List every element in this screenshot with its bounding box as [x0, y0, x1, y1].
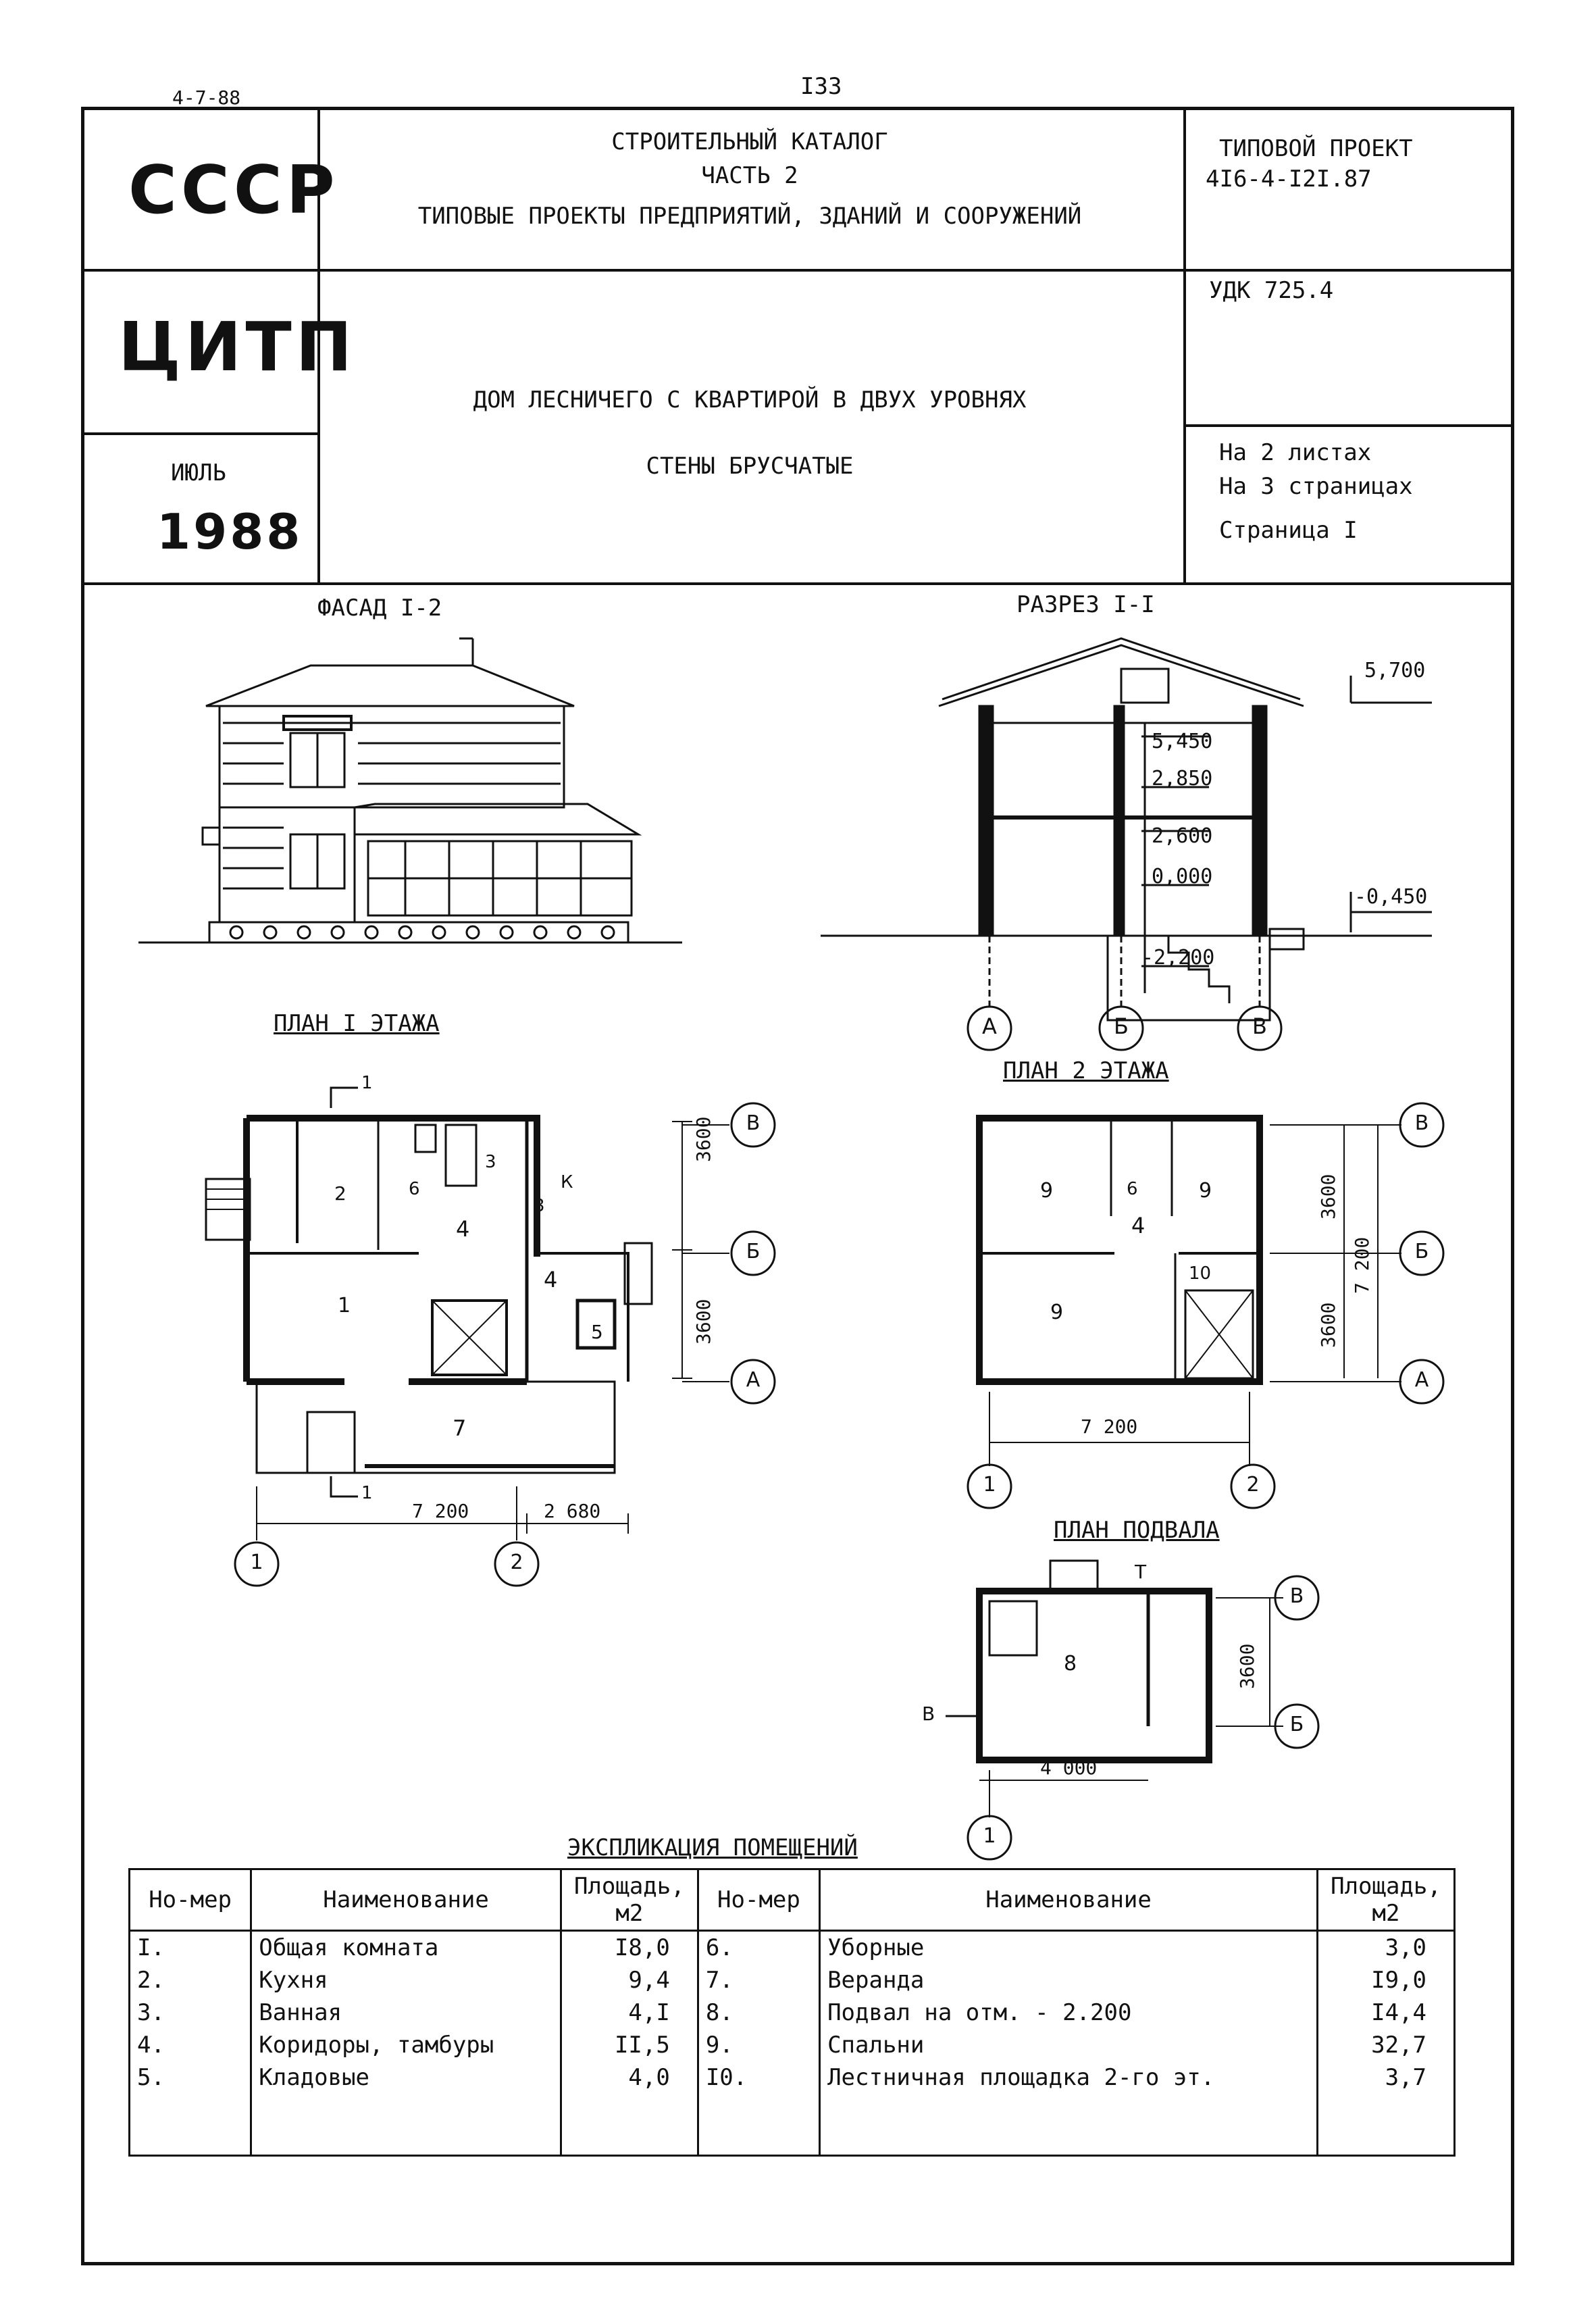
project-code: 4I6-4-I2I.87: [1206, 166, 1372, 193]
room-number: 5: [591, 1321, 603, 1343]
dimension: 7 200: [1351, 1236, 1373, 1294]
axis-label: 1: [250, 1551, 263, 1574]
axis-label: 1: [983, 1824, 996, 1848]
room-area: I8,0: [561, 1931, 698, 1965]
entry-label: К: [561, 1172, 573, 1192]
axis-label: 2: [510, 1551, 523, 1574]
table-row: [130, 2061, 1455, 2156]
room-number: 10: [1189, 1263, 1212, 1284]
plan1-title: ПЛАН I ЭТАЖА: [274, 1010, 440, 1037]
explication-title: ЭКСПЛИКАЦИЯ ПОМЕЩЕНИЙ: [567, 1834, 858, 1861]
section-title: РАЗРЕЗ I-I: [1016, 591, 1155, 618]
room-number: 3: [485, 1152, 496, 1172]
cut-mark: 1: [361, 1483, 373, 1503]
building-subtitle: СТЕНЫ БРУСЧАТЫЕ: [646, 453, 854, 480]
facade-title: ФАСАД I-2: [317, 595, 442, 622]
level-mark: -0,450: [1354, 885, 1428, 909]
dimension: 3600: [692, 1299, 715, 1344]
room-area: 4,I: [561, 1996, 698, 2029]
room-name: Уборные: [820, 1931, 1318, 1965]
room-number: 3: [534, 1196, 545, 1216]
dimension: 3600: [692, 1116, 715, 1162]
room-number: 4: [1131, 1213, 1145, 1238]
room-area: I9,0: [1318, 1964, 1455, 1996]
room-number: 4: [456, 1216, 470, 1242]
room-name: Подвал на отм. - 2.200: [820, 1996, 1318, 2029]
col-header-area: Площадь, м2: [1318, 1869, 1455, 1931]
room-num: 5.: [130, 2061, 251, 2156]
room-name: Лестничная площадка 2-го эт.: [820, 2061, 1318, 2156]
col-header-number: Но-мер: [698, 1869, 819, 1931]
axis-label: Б: [1114, 1013, 1129, 1039]
current-page: Страница I: [1219, 517, 1358, 544]
dimension: 3600: [1317, 1174, 1339, 1219]
axis-label: 1: [983, 1473, 996, 1496]
room-area: 32,7: [1318, 2029, 1455, 2061]
room-name: Общая комната: [251, 1931, 561, 1965]
country-label: СССР: [128, 152, 339, 229]
level-mark: 5,450: [1152, 730, 1213, 753]
room-number: 9: [1040, 1179, 1054, 1203]
cut-mark: 1: [361, 1073, 373, 1093]
level-mark: 2,600: [1152, 824, 1213, 848]
plan2-title: ПЛАН 2 ЭТАЖА: [1003, 1057, 1169, 1084]
room-area: 9,4: [561, 1964, 698, 1996]
room-name: Веранда: [820, 1964, 1318, 1996]
room-area: 4,0: [561, 2061, 698, 2156]
axis-label: 2: [1246, 1473, 1260, 1496]
room-num: I0.: [698, 2061, 819, 2156]
room-number: 9: [1050, 1301, 1064, 1324]
level-mark: 5,700: [1364, 659, 1426, 682]
level-mark: -2,200: [1141, 946, 1215, 970]
explication-table: [128, 1868, 1456, 2157]
room-num: 9.: [698, 2029, 819, 2061]
col-header-number: Но-мер: [130, 1869, 251, 1931]
org-label: ЦИТП: [118, 307, 357, 386]
page-number: I33: [800, 73, 842, 100]
room-number: 6: [1127, 1179, 1138, 1199]
table-header-row: [130, 1869, 1455, 1931]
axis-label: А: [982, 1013, 997, 1039]
room-number: 2: [334, 1182, 346, 1205]
year-label: 1988: [157, 503, 303, 560]
room-number: 7: [453, 1415, 467, 1441]
col-header-name: Наименование: [251, 1869, 561, 1931]
dimension: 2 680: [544, 1500, 601, 1522]
axis-label: В: [1289, 1584, 1304, 1608]
col-header-name: Наименование: [820, 1869, 1318, 1931]
room-num: 8.: [698, 1996, 819, 2029]
table-row: [130, 1964, 1455, 1996]
room-number: 9: [1199, 1179, 1212, 1203]
room-area: 3,0: [1318, 1931, 1455, 1965]
room-area: II,5: [561, 2029, 698, 2061]
axis-label: В: [1252, 1013, 1267, 1039]
room-name: Спальни: [820, 2029, 1318, 2061]
pages-count: На 3 страницах: [1219, 473, 1413, 500]
catalog-line-1: СТРОИТЕЛЬНЫЙ КАТАЛОГ: [611, 128, 888, 155]
room-area: 3,7: [1318, 2061, 1455, 2156]
table-row: [130, 1996, 1455, 2029]
col-header-area: Площадь, м2: [561, 1869, 698, 1931]
room-name: Ванная: [251, 1996, 561, 2029]
project-label: ТИПОВОЙ ПРОЕКТ: [1219, 135, 1413, 162]
room-name: Коридоры, тамбуры: [251, 2029, 561, 2061]
room-number: 1: [338, 1294, 351, 1317]
month-label: ИЮЛЬ: [171, 459, 226, 486]
axis-label: В: [1414, 1111, 1429, 1135]
dimension: 3600: [1317, 1302, 1339, 1348]
room-num: 4.: [130, 2029, 251, 2061]
level-mark: 0,000: [1152, 865, 1213, 888]
room-name: Кухня: [251, 1964, 561, 1996]
room-name: Кладовые: [251, 2061, 561, 2156]
table-row: [130, 1931, 1455, 1965]
axis-label: Б: [1289, 1713, 1304, 1736]
dimension: 3600: [1236, 1643, 1258, 1689]
building-title: ДОМ ЛЕСНИЧЕГО С КВАРТИРОЙ В ДВУХ УРОВНЯХ: [473, 386, 1027, 413]
sheet-code: 4-7-88: [172, 86, 241, 109]
axis-label: Б: [746, 1240, 761, 1263]
room-number: 8: [1064, 1652, 1077, 1676]
dimension: 4 000: [1040, 1757, 1098, 1779]
room-num: 6.: [698, 1931, 819, 1965]
marker-label: Т: [1135, 1561, 1147, 1583]
sheets-count: На 2 листах: [1219, 439, 1372, 466]
room-num: 7.: [698, 1964, 819, 1996]
room-area: I4,4: [1318, 1996, 1455, 2029]
udk-code: УДК 725.4: [1209, 277, 1334, 304]
marker-label: В: [922, 1703, 935, 1725]
axis-label: В: [746, 1111, 761, 1135]
room-number: 6: [409, 1179, 420, 1199]
axis-label: А: [746, 1368, 761, 1392]
room-number: 4: [544, 1267, 558, 1292]
catalog-line-2: ЧАСТЬ 2: [701, 162, 798, 189]
room-num: 2.: [130, 1964, 251, 1996]
level-mark: 2,850: [1152, 767, 1213, 790]
axis-label: Б: [1414, 1240, 1429, 1263]
room-num: I.: [130, 1931, 251, 1965]
catalog-line-3: ТИПОВЫЕ ПРОЕКТЫ ПРЕДПРИЯТИЙ, ЗДАНИЙ И СООРУЖЕНИЙ: [417, 203, 1082, 230]
axis-label: А: [1414, 1368, 1429, 1392]
dimension: 7 200: [412, 1500, 469, 1522]
dimension: 7 200: [1081, 1415, 1138, 1438]
basement-title: ПЛАН ПОДВАЛА: [1054, 1517, 1220, 1544]
room-num: 3.: [130, 1996, 251, 2029]
table-row: [130, 2029, 1455, 2061]
